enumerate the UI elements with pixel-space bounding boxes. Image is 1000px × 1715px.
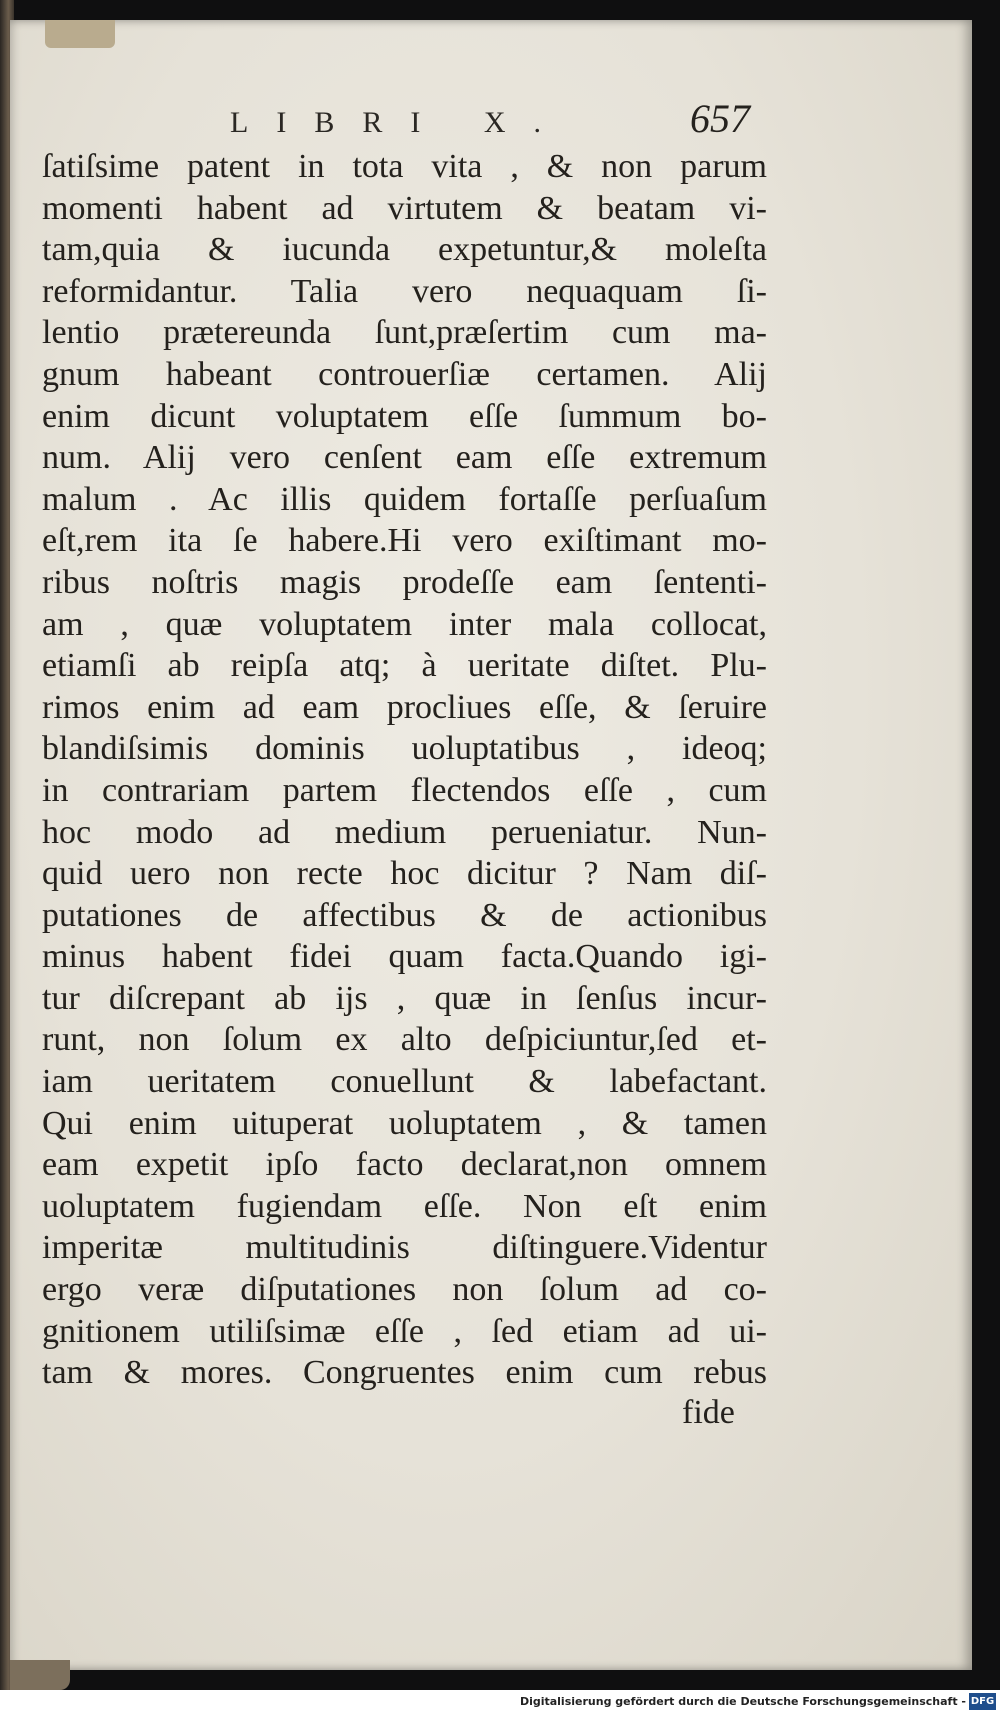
text-line: rimos enim ad eam procliues eſſe, & ſeruire xyxy=(42,688,767,726)
text-line: putationes de affectibus & de actionibus xyxy=(42,896,767,934)
running-head: LIBRI X. xyxy=(230,106,569,139)
text-line: blandiſsimis dominis uoluptatibus , ideoq; xyxy=(42,730,767,768)
page-number: 657 xyxy=(690,96,750,141)
text-line: Qui enim uituperat uoluptatem , & tamen xyxy=(42,1104,767,1142)
text-line: momenti habent ad virtutem & beatam vi- xyxy=(42,189,767,227)
text-line: imperitæ multitudinis diſtinguere.Videntur xyxy=(42,1229,767,1267)
text-line: uoluptatem fugiendam eſſe. Non eſt enim xyxy=(42,1187,767,1225)
text-line: minus habent fidei quam facta.Quando igi- xyxy=(42,938,767,976)
dfg-logo: DFG xyxy=(969,1693,996,1710)
text-line: gnitionem utiliſsimæ eſſe , ſed etiam ad ui- xyxy=(42,1312,767,1350)
catchword: fide xyxy=(682,1394,735,1431)
text-line: tam,quia & iucunda expetuntur,& moleſta xyxy=(42,231,767,269)
footer-bar xyxy=(0,1690,1000,1715)
text-line: am , quæ voluptatem inter mala collocat, xyxy=(42,605,767,643)
text-line: in contrariam partem flectendos eſſe , cum xyxy=(42,771,767,809)
body-text xyxy=(42,146,767,1394)
page-tab xyxy=(45,20,115,48)
text-line: quid uero non recte hoc dicitur ? Nam diſ- xyxy=(42,855,767,893)
text-line: num. Alij vero cenſent eam eſſe extremum xyxy=(42,439,767,477)
funding-credit: Digitalisierung gefördert durch die Deutsche Forschungsgemeinschaft - xyxy=(519,1695,966,1708)
text-line: eam expetit ipſo facto declarat,non omnem xyxy=(42,1146,767,1184)
text-line: iam ueritatem conuellunt & labefactant. xyxy=(42,1063,767,1101)
text-line: tur diſcrepant ab ijs , quæ in ſenſus incur- xyxy=(42,979,767,1017)
text-line: hoc modo ad medium perueniatur. Nun- xyxy=(42,813,767,851)
text-line: eſt,rem ita ſe habere.Hi vero exiſtimant mo- xyxy=(42,522,767,560)
text-line: etiamſi ab reipſa atq; à ueritate diſtet. Plu- xyxy=(42,647,767,685)
page-corner xyxy=(10,1660,70,1690)
text-line: tam & mores. Congruentes enim cum rebus xyxy=(42,1354,767,1392)
text-line: gnum habeant controuerſiæ certamen. Alij xyxy=(42,355,767,393)
text-line: reformidantur. Talia vero nequaquam ſi- xyxy=(42,272,767,310)
text-line: ergo veræ diſputationes non ſolum ad co- xyxy=(42,1271,767,1309)
text-line: enim dicunt voluptatem eſſe ſummum bo- xyxy=(42,397,767,435)
text-line: runt, non ſolum ex alto deſpiciuntur,ſed et- xyxy=(42,1021,767,1059)
text-line: ſatiſsime patent in tota vita , & non parum xyxy=(42,148,767,185)
text-line: malum . Ac illis quidem fortaſſe perſuaſum xyxy=(42,480,767,518)
text-line: ribus noſtris magis prodeſſe eam ſententi- xyxy=(42,563,767,601)
text-line: lentio prætereunda ſunt,præſertim cum ma- xyxy=(42,314,767,352)
